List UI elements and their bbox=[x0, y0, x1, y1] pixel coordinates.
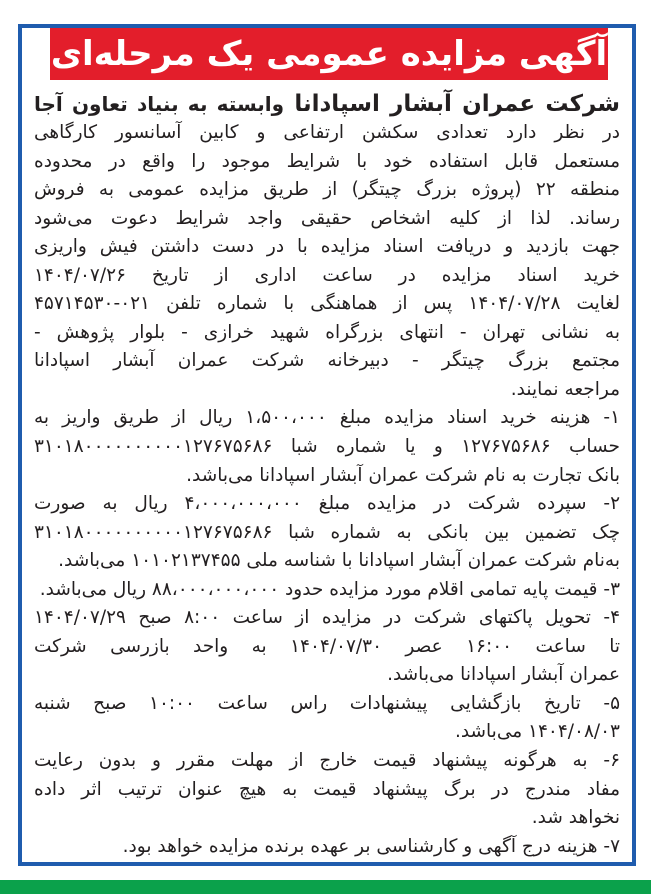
text-line: ۷- هزینه درج آگهی و کارشناسی بر عهده برنده مزایده خواهد بود. bbox=[122, 835, 620, 857]
text-line: مجتمع بزرگ چیتگر - دبیرخانه شرکت عمران آبشار اسپادانا bbox=[34, 350, 620, 372]
text-line: به‌نام شرکت عمران آبشار اسپادانا با شناسه ملی ۱۰۱۰۲۱۳۷۴۵۵ می‌باشد. bbox=[58, 550, 620, 572]
text-line: رساند. لذا از کلیه اشخاص حقیقی واجد شرایط دعوت می‌شود bbox=[34, 207, 620, 229]
text-line: ۳- قیمت پایه تمامی اقلام مورد مزایده حدود ۸۸،۰۰۰،۰۰۰،۰۰۰ ریال می‌باشد. bbox=[39, 578, 620, 600]
text-line: تا ساعت ۱۶:۰۰ عصر ۱۴۰۴/۰۷/۳۰ به واحد بازرسی شرکت bbox=[34, 635, 620, 657]
text-line: ۴- تحویل پاکتهای شرکت در مزایده از ساعت ۸:۰۰ صبح ۱۴۰۴/۰۷/۲۹ bbox=[34, 607, 620, 629]
clause-4 bbox=[34, 604, 620, 690]
text-line: بانک تجارت به نام شرکت عمران آبشار اسپادانا می‌باشد. bbox=[186, 464, 620, 486]
notice-body bbox=[34, 89, 620, 861]
clause-2 bbox=[34, 490, 620, 576]
text-line: ۱- هزینه خرید اسناد مزایده مبلغ ۱،۵۰۰،۰۰۰ ریال از طریق واریز به bbox=[34, 407, 620, 429]
company-name: شرکت عمران آبشار اسپادانا bbox=[294, 91, 620, 117]
text-line: ۵- تاریخ بازگشایی پیشنهادات راس ساعت ۱۰:۰۰ صبح شنبه bbox=[34, 692, 620, 714]
footer-green-bar bbox=[0, 880, 651, 894]
notice-title-banner: آگهی مزایده عمومی یک مرحله‌ای bbox=[50, 28, 608, 80]
text-line: مراجعه نمایند. bbox=[510, 378, 620, 400]
text-line: خرید اسناد مزایده در ساعت اداری از تاریخ ۱۴۰۴/۰۷/۲۶ bbox=[34, 264, 620, 286]
text-line: مستعمل قابل استفاده خود با شرایط موجود را واقع در محدوده bbox=[34, 150, 620, 172]
clause-6 bbox=[34, 747, 620, 833]
clause-1 bbox=[34, 404, 620, 490]
clause-7 bbox=[34, 833, 620, 862]
text-line: چک تضمین بین بانکی به شماره شبا ۳۱۰۱۸۰۰۰۰۰۰۰۰۰۰۱۲۷۶۷۵۶۸۶ bbox=[34, 521, 620, 543]
intro-paragraph bbox=[34, 119, 620, 404]
text-line: ۶- به هرگونه پیشنهاد قیمت خارج از مهلت مقرر و بدون رعایت bbox=[34, 750, 620, 772]
text-line: ۲- سپرده شرکت در مزایده مبلغ ۴،۰۰۰،۰۰۰،۰۰۰ ریال به صورت bbox=[34, 493, 620, 515]
text-line: حساب ۱۲۷۶۷۵۶۸۶ و یا شماره شبا ۳۱۰۱۸۰۰۰۰۰۰۰۰۰۰۱۲۷۶۷۵۶۸۶ bbox=[34, 436, 620, 458]
text-line: لغایت ۱۴۰۴/۰۷/۲۸ پس از هماهنگی با شماره تلفن ۰۲۱-۴۵۷۱۴۵۳۰ bbox=[34, 293, 620, 315]
text-line: عمران آبشار اسپادانا می‌باشد. bbox=[387, 664, 620, 686]
text-line: مفاد مندرج در برگ پیشنهاد قیمت به هیچ عنوان ترتیب اثر داده bbox=[34, 778, 620, 800]
text-line: در نظر دارد تعدادی سکشن ارتفاعی و کابین آسانسور کارگاهی bbox=[34, 122, 620, 143]
text-line: نخواهد شد. bbox=[531, 807, 620, 829]
company-affiliation: وابسته به بنیاد تعاون آجا bbox=[34, 92, 285, 116]
clause-5 bbox=[34, 690, 620, 747]
clause-3 bbox=[34, 576, 620, 605]
text-line: جهت بازدید و دریافت اسناد مزایده با در دست داشتن فیش واریزی bbox=[34, 236, 620, 258]
company-heading bbox=[34, 89, 620, 119]
text-line: به نشانی تهران - انتهای بزرگراه شهید خرازی - بلوار پژوهش - bbox=[34, 321, 620, 343]
text-line: ۱۴۰۴/۰۸/۰۳ می‌باشد. bbox=[454, 721, 620, 743]
text-line: منطقه ۲۲ (پروژه بزرگ چیتگر) از طریق مزایده عمومی به فروش bbox=[34, 179, 620, 201]
auction-notice-frame bbox=[18, 24, 636, 866]
